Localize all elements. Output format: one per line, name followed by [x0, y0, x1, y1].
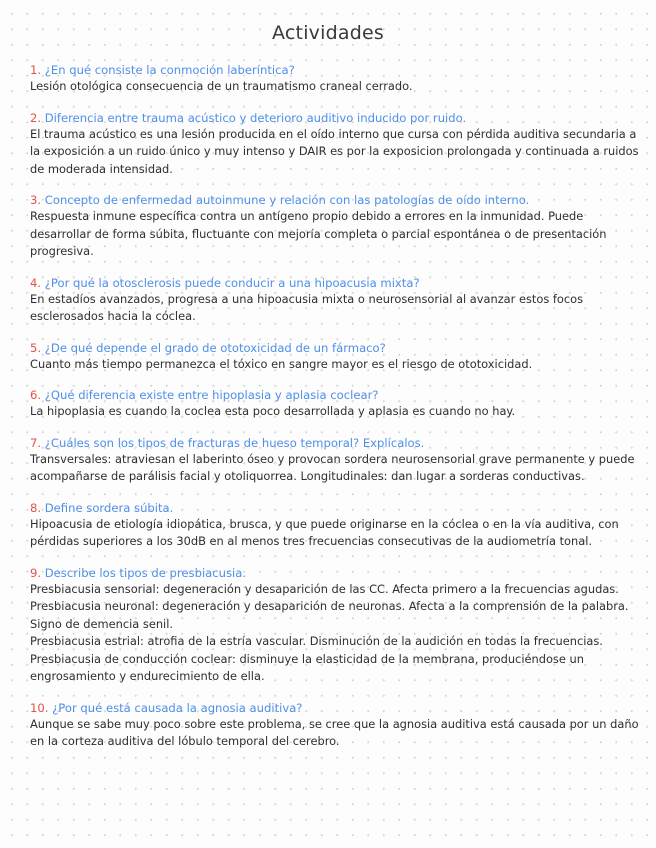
question-text: ¿Por qué está causada la agnosia auditiva? — [52, 700, 303, 715]
activity-list — [30, 62, 642, 765]
answer-text: Hipoacusia de etiología idiopática, brusca, y que puede originarse en la cóclea o en la vía auditiva, con pérdidas superiores a los 30dB en al menos tres frecuencias consecutivas de la audiometría tonal. — [30, 516, 619, 548]
question-text: Concepto de enfermedad autoinmune y relación con las patologías de oído interno. — [44, 193, 530, 207]
question-number: 6. — [30, 388, 42, 402]
activity-item — [30, 62, 642, 96]
activity-item — [30, 435, 642, 486]
question-number: 1. — [30, 63, 42, 77]
question-number: 9. — [30, 565, 42, 580]
question — [30, 62, 642, 78]
answer-text: Respuesta inmune específica contra un antígeno propio debido a errores en la inmunidad. Puede desarrollar de forma súbita, fluctuante con mejoría completa o parcial espontánea o de presentación progresiva. — [30, 209, 607, 258]
question-text: ¿Cuáles son los tipos de fracturas de hueso temporal? Explícalos. — [44, 435, 425, 450]
question — [30, 340, 642, 356]
question — [30, 110, 642, 126]
question — [30, 700, 642, 716]
question-number: 4. — [30, 275, 42, 290]
question-number: 5. — [30, 340, 42, 355]
page-title: Actividades — [272, 22, 384, 44]
answer-text: Aunque se sabe muy poco sobre este problema, se cree que la agnosia auditiva está causada por un daño en la corteza auditiva del lóbulo temporal del cerebro. — [30, 716, 639, 748]
answer-text: En estadíos avanzados, progresa a una hipoacusia mixta o neurosensorial al avanzar estos focos esclerosados hacia la cóclea. — [30, 291, 584, 323]
activity-item — [30, 275, 642, 326]
answer-text: Transversales: atraviesan el laberinto óseo y provocan sordera neurosensorial grave permanente y puede acompañarse de parálisis facial y otoliquorrea. Longitudinales: dan lugar a sorderas conductivas. — [30, 451, 635, 483]
question-number: 2. — [30, 110, 42, 125]
question-text: Define sordera súbita. — [44, 500, 174, 515]
question — [30, 435, 642, 451]
activity-item — [30, 110, 642, 179]
question — [30, 500, 642, 516]
activity-item — [30, 700, 642, 751]
answer-text: La hipoplasia es cuando la coclea esta poco desarrollada y aplasia es cuando no hay. — [30, 404, 516, 418]
activity-item — [30, 340, 642, 374]
answer-text: Lesión otológica consecuencia de un traumatismo craneal cerrado. — [30, 79, 413, 93]
activity-item — [30, 500, 642, 551]
answer-text: Presbiacusia neuronal: degeneración y desaparición de neuronas. Afecta a la comprensión de la palabra. Signo de demencia senil. — [30, 599, 629, 631]
question — [30, 192, 642, 208]
question-number: 10. — [30, 700, 49, 715]
question-text: Diferencia entre trauma acústico y deterioro auditivo inducido por ruido. — [44, 110, 467, 125]
answer-text: Presbiacusia estrial: atrofia de la estría vascular. Disminución de la audición en todas la frecuencias. — [30, 634, 603, 648]
question-text: Describe los tipos de presbiacusia. — [44, 565, 247, 580]
answer-text: Presbiacusia de conducción coclear: disminuye la elasticidad de la membrana, produciéndose un engrosamiento y endurecimiento de ella. — [30, 651, 584, 683]
question-text: ¿Qué diferencia existe entre hipoplasia y aplasia coclear? — [44, 388, 379, 402]
answer-text: Presbiacusia sensorial: degeneración y desaparición de las CC. Afecta primero a la frecuencias agudas. — [30, 581, 619, 596]
question-number: 3. — [30, 193, 42, 207]
question-number: 7. — [30, 435, 42, 450]
question — [30, 387, 642, 403]
question-text: ¿De qué depende el grado de ototoxicidad de un fármaco? — [44, 340, 386, 355]
question-text: ¿En qué consiste la conmoción laberíntica? — [44, 63, 295, 77]
answer-text: Cuanto más tiempo permanezca el tóxico en sangre mayor es el riesgo de ototoxicidad. — [30, 356, 533, 371]
question — [30, 275, 642, 291]
question-text: ¿Por qué la otosclerosis puede conducir a una hipoacusia mixta? — [44, 275, 420, 290]
question — [30, 565, 642, 581]
activity-item — [30, 387, 642, 421]
question-number: 8. — [30, 500, 42, 515]
activity-item — [30, 192, 642, 261]
activity-item — [30, 565, 642, 686]
answer-text: El trauma acústico es una lesión producida en el oído interno que cursa con pérdida auditiva secundaria a la exposición a un ruido único y muy intenso y DAIR es por la exposicion prolongada y continuada a ruidos de moderada intensidad. — [30, 126, 639, 176]
